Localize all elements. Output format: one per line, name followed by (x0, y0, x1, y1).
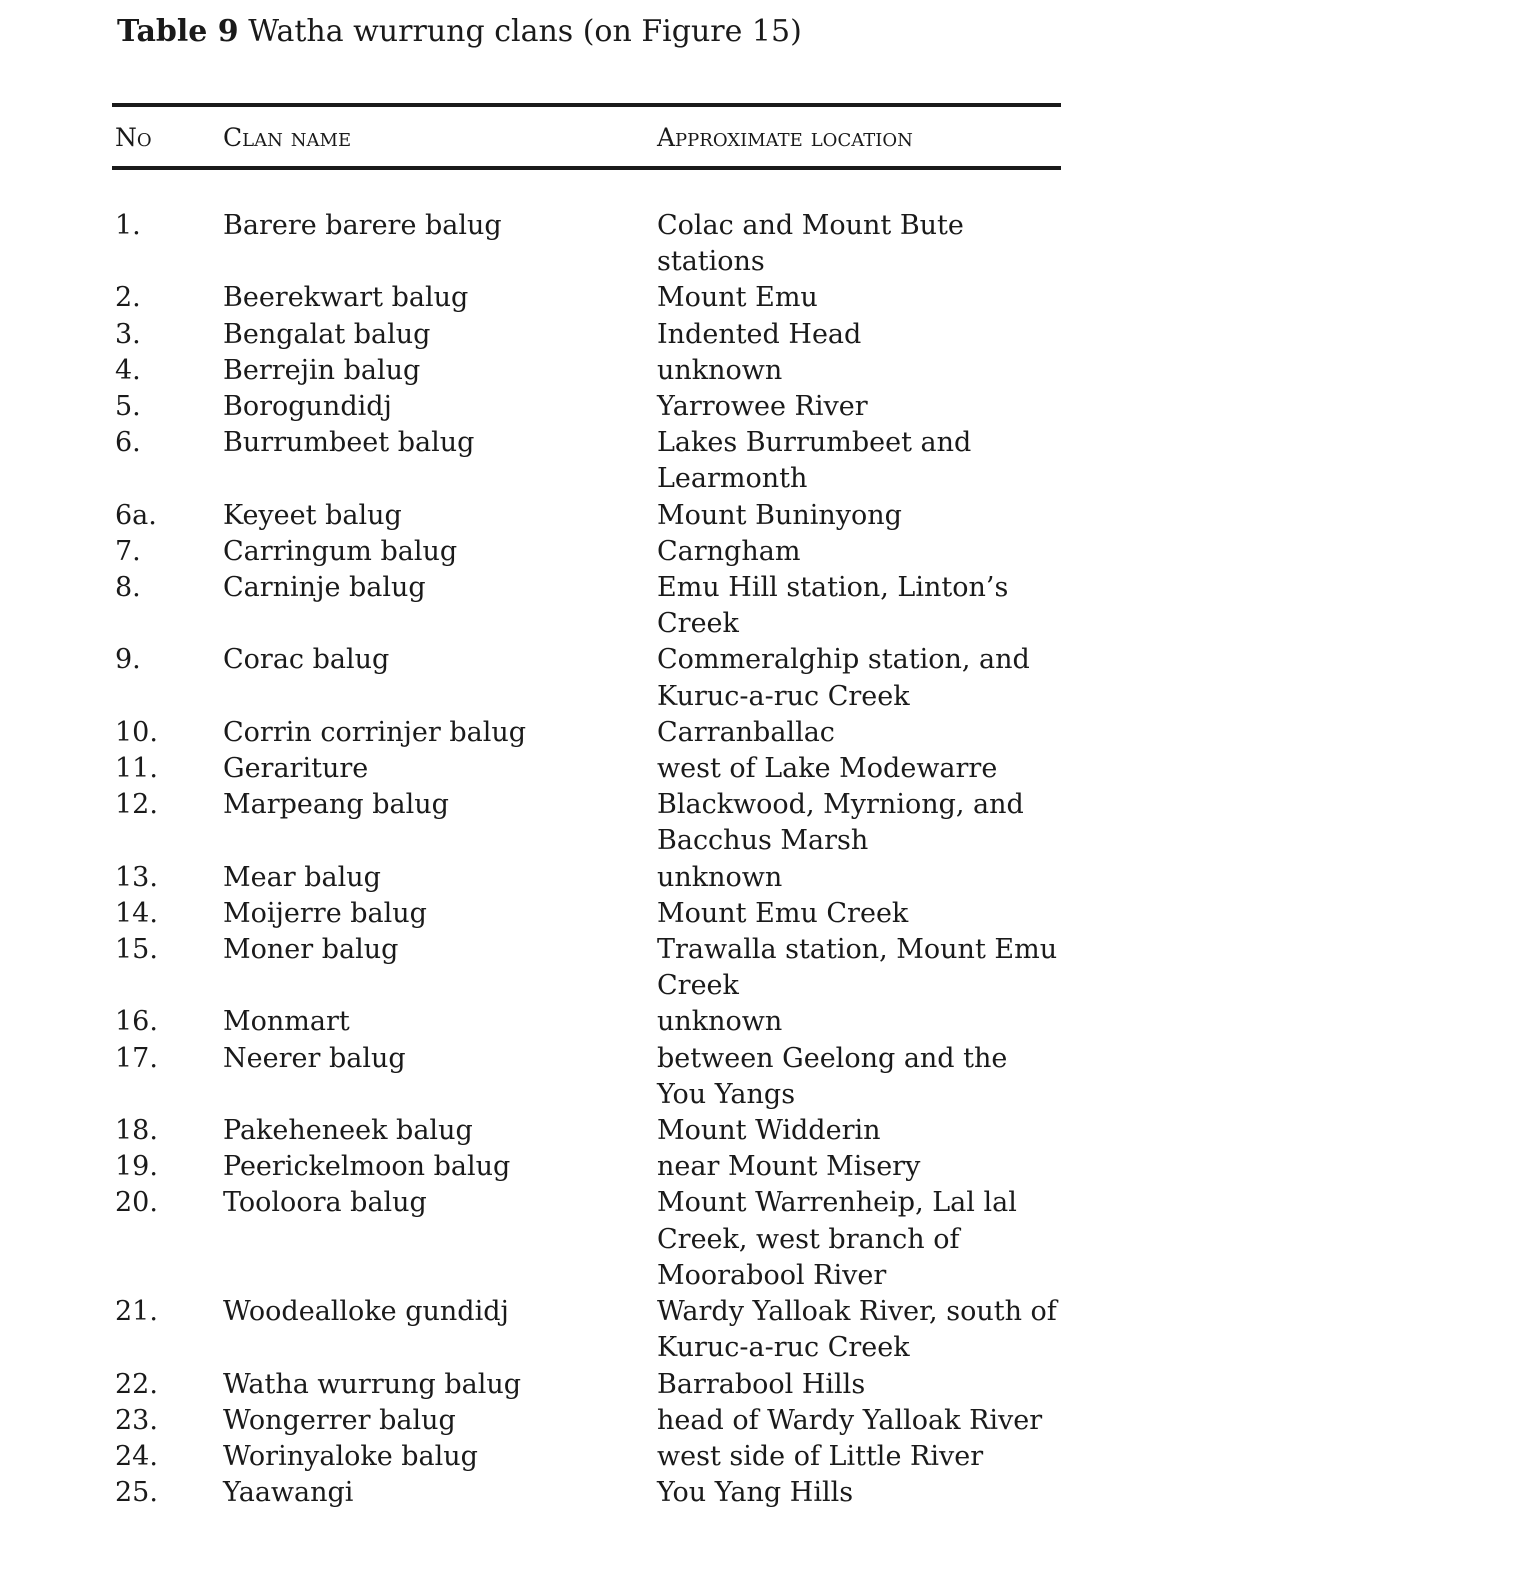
row-location: Emu Hill station, Linton’s Creek (657, 572, 1009, 640)
row-clan-name: Yaawangi (223, 1477, 354, 1509)
row-clan-name: Borogundidj (223, 391, 392, 423)
table-row (112, 1475, 1061, 1511)
row-number: 10. (115, 716, 158, 748)
row-clan-name: Moner balug (223, 934, 399, 966)
row-number: 21. (115, 1296, 158, 1328)
row-clan-name: Beerekwart balug (223, 282, 469, 314)
row-clan-name: Woodealloke gundidj (223, 1296, 509, 1328)
row-clan-name: Mear balug (223, 861, 381, 893)
row-clan-name: Monmart (223, 1006, 350, 1038)
table-row (112, 751, 1061, 787)
table-row (112, 1041, 1061, 1113)
row-number: 14. (115, 897, 158, 929)
row-number: 19. (115, 1151, 158, 1183)
table-row (112, 1403, 1061, 1439)
row-location: Yarrowee River (657, 391, 868, 423)
row-number: 24. (115, 1440, 158, 1472)
row-location: Mount Widderin (657, 1115, 881, 1147)
row-location: Mount Buninyong (657, 499, 902, 531)
row-number: 3. (115, 318, 141, 350)
row-location: Lakes Burrumbeet and Learmonth (657, 427, 972, 495)
table-row (112, 425, 1061, 497)
row-number: 9. (115, 644, 141, 676)
row-location: Wardy Yalloak River, south of Kuruc-a-ruc Creek (657, 1296, 1057, 1364)
row-number: 15. (115, 934, 158, 966)
row-location: Mount Emu Creek (657, 897, 909, 929)
row-number: 17. (115, 1042, 158, 1074)
row-number: 23. (115, 1404, 158, 1436)
row-clan-name: Berrejin balug (223, 354, 421, 386)
row-clan-name: Moijerre balug (223, 897, 427, 929)
row-number: 22. (115, 1368, 158, 1400)
row-clan-name: Bengalat balug (223, 318, 431, 350)
row-location: unknown (657, 354, 783, 386)
table-caption (117, 10, 802, 54)
row-clan-name: Barere barere balug (223, 210, 502, 241)
row-number: 12. (115, 789, 158, 821)
table-row (112, 389, 1061, 425)
table-row (112, 1367, 1061, 1403)
table-row (112, 1185, 1061, 1294)
table-row (112, 534, 1061, 570)
row-location: Colac and Mount Bute stations (657, 210, 964, 278)
row-clan-name: Neerer balug (223, 1042, 406, 1074)
row-clan-name: Marpeang balug (223, 789, 449, 821)
table-row (112, 1113, 1061, 1149)
table-row (112, 896, 1061, 932)
row-location: unknown (657, 1006, 783, 1038)
row-location: head of Wardy Yalloak River (657, 1404, 1043, 1436)
row-clan-name: Worinyaloke balug (223, 1440, 478, 1472)
table-row (112, 642, 1061, 714)
clans-table (112, 103, 1061, 1509)
row-number: 4. (115, 354, 141, 386)
row-location: Barrabool Hills (657, 1368, 866, 1400)
row-number: 1. (115, 210, 141, 241)
row-clan-name: Tooloora balug (223, 1187, 427, 1219)
table-row (112, 1439, 1061, 1475)
table-row (112, 208, 1061, 280)
row-clan-name: Carringum balug (223, 535, 458, 567)
row-number: 11. (115, 753, 158, 785)
header-no: No (115, 123, 152, 152)
row-location: unknown (657, 861, 783, 893)
row-number: 20. (115, 1187, 158, 1219)
row-clan-name: Keyeet balug (223, 499, 402, 531)
row-number: 25. (115, 1477, 158, 1509)
row-clan-name: Gerariture (223, 753, 369, 785)
table-header-rule (112, 166, 1061, 170)
row-location: Mount Warrenheip, Lal lal Creek, west branch of Moorabool River (657, 1187, 1017, 1291)
row-clan-name: Burrumbeet balug (223, 427, 475, 459)
table-row (112, 498, 1061, 534)
row-location: west of Lake Modewarre (657, 753, 998, 785)
row-number: 13. (115, 861, 158, 893)
row-number: 2. (115, 282, 141, 314)
header-clan-name: Clan name (223, 123, 352, 152)
row-location: Blackwood, Myrniong, and Bacchus Marsh (657, 789, 1024, 857)
table-row (112, 932, 1061, 1004)
table-row (112, 570, 1061, 642)
row-location: west side of Little River (657, 1440, 984, 1472)
row-clan-name: Corac balug (223, 644, 390, 676)
row-number: 18. (115, 1115, 158, 1147)
row-clan-name: Carninje balug (223, 572, 426, 604)
table-body (112, 208, 1061, 1511)
row-clan-name: Watha wurrung balug (223, 1368, 522, 1400)
row-location: Commeralghip station, and Kuruc-a-ruc Creek (657, 644, 1030, 712)
row-location: Carranballac (657, 716, 835, 748)
table-row (112, 1149, 1061, 1185)
header-location: Approximate location (657, 123, 913, 152)
row-number: 6. (115, 427, 141, 459)
row-number: 8. (115, 572, 141, 604)
row-clan-name: Peerickelmoon balug (223, 1151, 511, 1183)
table-row (112, 353, 1061, 389)
table-header (112, 107, 1061, 166)
row-location: Carngham (657, 535, 801, 567)
table-caption-label: Table 9 (117, 14, 239, 49)
table-row (112, 715, 1061, 751)
table-row (112, 1004, 1061, 1040)
row-clan-name: Wongerrer balug (223, 1404, 456, 1436)
table-row (112, 860, 1061, 896)
row-clan-name: Pakeheneek balug (223, 1115, 473, 1147)
row-location: Mount Emu (657, 282, 818, 314)
row-clan-name: Corrin corrinjer balug (223, 716, 527, 748)
row-location: near Mount Misery (657, 1151, 921, 1183)
row-number: 16. (115, 1006, 158, 1038)
row-number: 5. (115, 391, 141, 423)
table-row (112, 317, 1061, 353)
row-number: 6a. (115, 499, 157, 531)
row-location: Trawalla station, Mount Emu Creek (657, 934, 1058, 1002)
table-row (112, 1294, 1061, 1366)
row-location: You Yang Hills (657, 1477, 854, 1509)
row-location: between Geelong and the You Yangs (657, 1042, 1008, 1110)
row-number: 7. (115, 535, 141, 567)
table-row (112, 787, 1061, 859)
table-row (112, 280, 1061, 316)
row-location: Indented Head (657, 318, 862, 350)
table-caption-text: Watha wurrung clans (on Figure 15) (248, 14, 802, 49)
